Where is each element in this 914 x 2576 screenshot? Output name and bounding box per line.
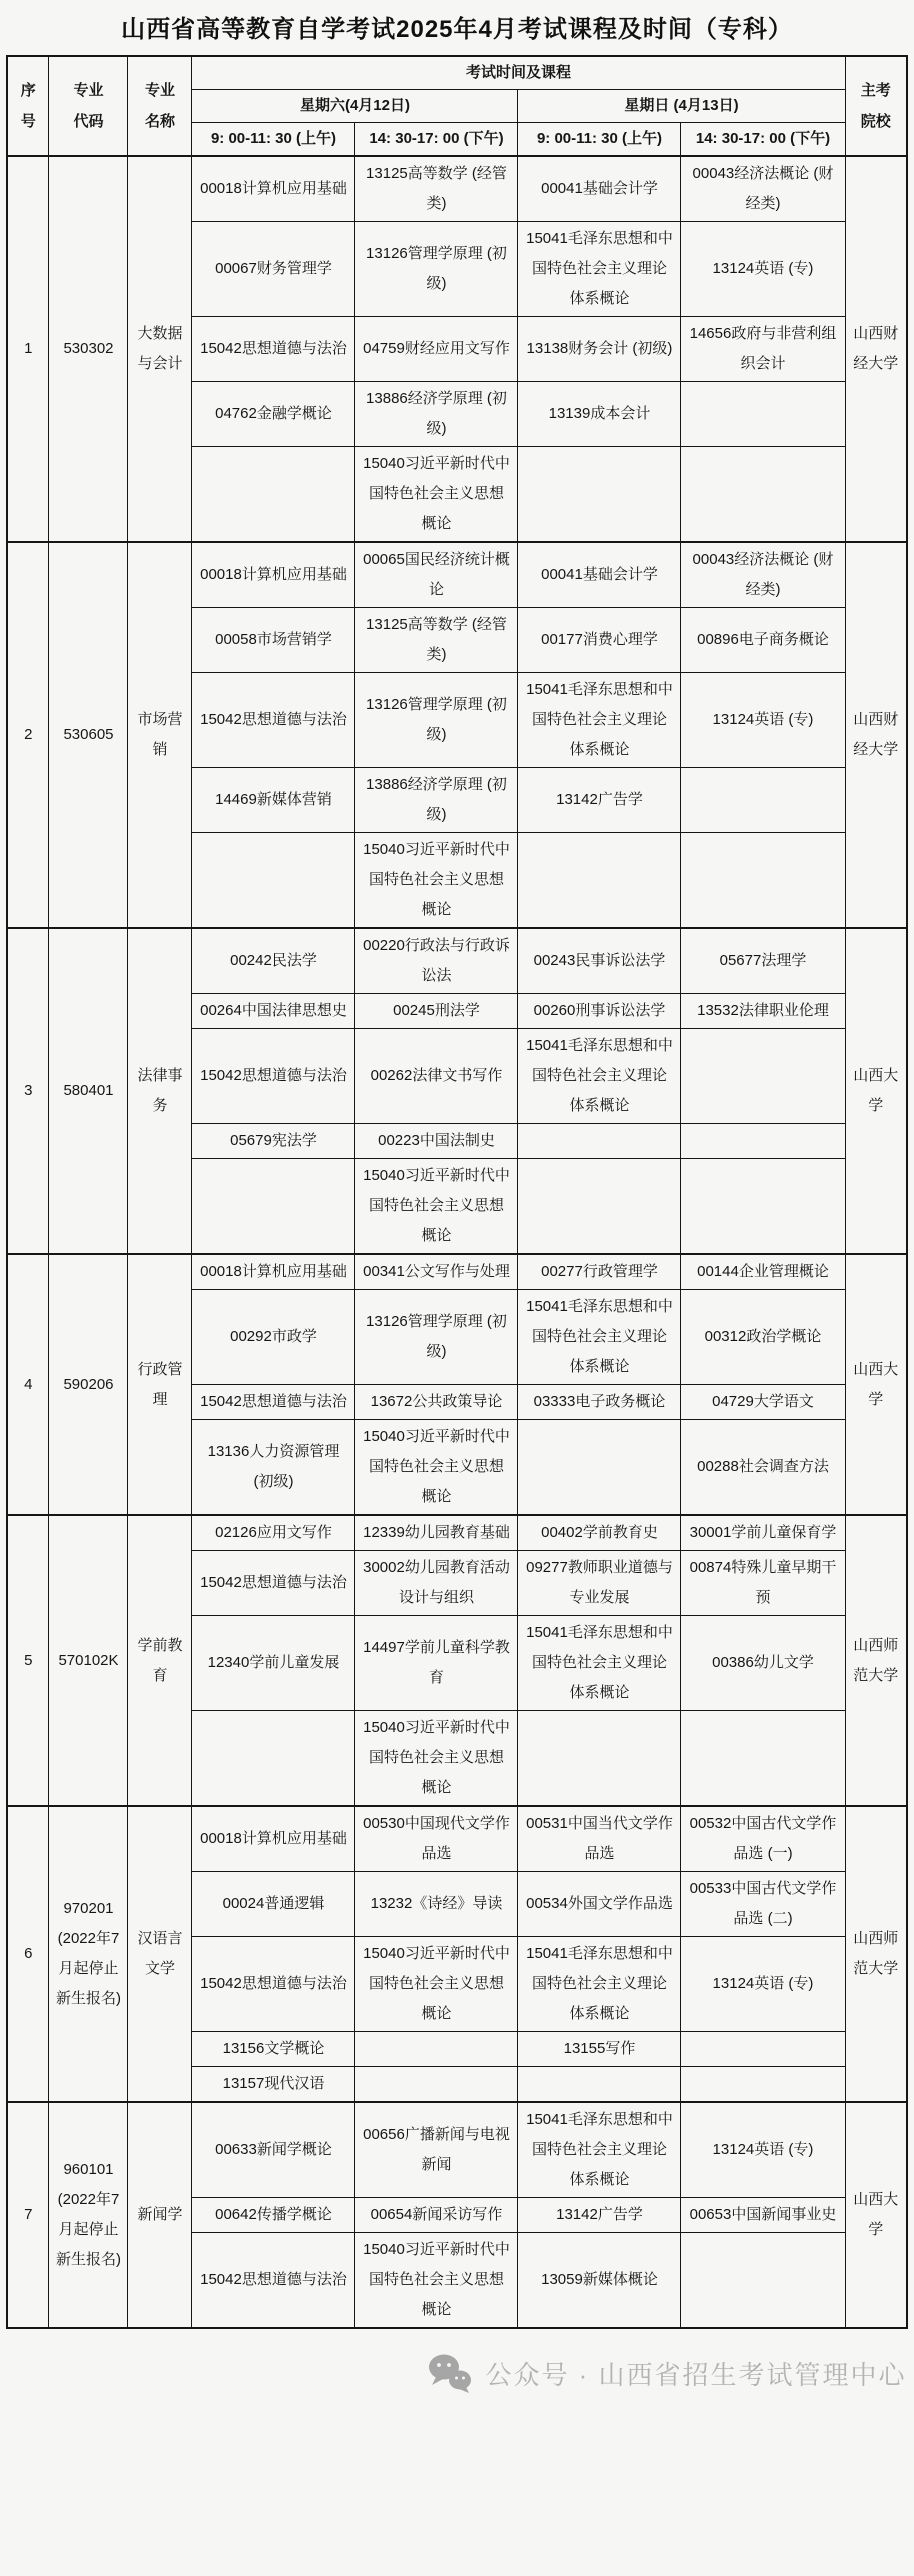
course-cell: 15040习近平新时代中国特色社会主义思想概论 bbox=[355, 833, 518, 929]
course-cell: 00242民法学 bbox=[192, 928, 355, 994]
course-cell: 15042思想道德与法治 bbox=[192, 317, 355, 382]
header-major-code bbox=[49, 56, 128, 156]
course-cell: 00018计算机应用基础 bbox=[192, 542, 355, 608]
course-cell bbox=[681, 1029, 845, 1124]
header-seq bbox=[7, 56, 49, 156]
course-cell bbox=[518, 1124, 681, 1159]
course-cell: 00288社会调查方法 bbox=[681, 1420, 845, 1516]
header-major-name bbox=[128, 56, 192, 156]
seq-cell: 7 bbox=[7, 2102, 49, 2328]
page-title: 山西省高等教育自学考试2025年4月考试课程及时间（专科） bbox=[121, 16, 793, 43]
major-name-cell: 汉语言文学 bbox=[128, 1806, 192, 2102]
course-cell: 00018计算机应用基础 bbox=[192, 1806, 355, 1872]
course-cell bbox=[518, 2067, 681, 2103]
course-cell: 00312政治学概论 bbox=[681, 1290, 845, 1385]
course-cell bbox=[681, 2032, 845, 2067]
course-cell: 00534外国文学作品选 bbox=[518, 1872, 681, 1937]
course-cell: 13138财务会计 (初级) bbox=[518, 317, 681, 382]
exam-schedule-table bbox=[6, 55, 908, 2329]
course-cell bbox=[681, 382, 845, 447]
header-major-code-label: 专业代码 bbox=[73, 81, 104, 130]
table-row bbox=[7, 1515, 907, 1551]
header-saturday: 星期六(4月12日) bbox=[192, 90, 518, 123]
course-cell: 00041基础会计学 bbox=[518, 542, 681, 608]
course-cell bbox=[192, 1159, 355, 1255]
course-cell: 12340学前儿童发展 bbox=[192, 1616, 355, 1711]
course-cell bbox=[681, 768, 845, 833]
course-cell bbox=[192, 1711, 355, 1807]
header-college-label: 主考院校 bbox=[860, 81, 891, 130]
course-cell: 00656广播新闻与电视新闻 bbox=[355, 2102, 518, 2198]
course-cell: 15040习近平新时代中国特色社会主义思想概论 bbox=[355, 1420, 518, 1516]
course-cell: 00043经济法概论 (财经类) bbox=[681, 156, 845, 222]
course-cell: 05679宪法学 bbox=[192, 1124, 355, 1159]
course-cell: 00874特殊儿童早期干预 bbox=[681, 1551, 845, 1616]
course-cell: 15042思想道德与法治 bbox=[192, 673, 355, 768]
footer-label: 公众号 · 山西省招生考试管理中心 bbox=[485, 2359, 907, 2390]
course-cell: 00533中国古代文学作品选 (二) bbox=[681, 1872, 845, 1937]
course-cell: 13142广告学 bbox=[518, 2198, 681, 2233]
course-cell: 15041毛泽东思想和中国特色社会主义理论体系概论 bbox=[518, 1616, 681, 1711]
course-cell: 03333电子政务概论 bbox=[518, 1385, 681, 1420]
course-cell: 00277行政管理学 bbox=[518, 1254, 681, 1290]
course-cell: 13124英语 (专) bbox=[681, 673, 845, 768]
course-cell: 02126应用文写作 bbox=[192, 1515, 355, 1551]
course-cell: 00177消费心理学 bbox=[518, 608, 681, 673]
course-cell: 14497学前儿童科学教育 bbox=[355, 1616, 518, 1711]
course-cell: 00633新闻学概论 bbox=[192, 2102, 355, 2198]
course-cell: 13125高等数学 (经管类) bbox=[355, 608, 518, 673]
major-code-cell: 580401 bbox=[49, 928, 128, 1254]
course-cell: 00043经济法概论 (财经类) bbox=[681, 542, 845, 608]
course-cell bbox=[681, 2233, 845, 2329]
major-name-cell: 法律事务 bbox=[128, 928, 192, 1254]
table-row bbox=[7, 928, 907, 994]
course-cell bbox=[518, 833, 681, 929]
course-cell: 00245刑法学 bbox=[355, 994, 518, 1029]
course-cell: 30001学前儿童保育学 bbox=[681, 1515, 845, 1551]
seq-cell: 1 bbox=[7, 156, 49, 542]
course-cell: 13059新媒体概论 bbox=[518, 2233, 681, 2329]
major-code-cell: 570102K bbox=[49, 1515, 128, 1806]
course-cell: 13124英语 (专) bbox=[681, 222, 845, 317]
table-row bbox=[7, 2102, 907, 2198]
course-cell bbox=[681, 1711, 845, 1807]
course-cell bbox=[518, 447, 681, 543]
major-name-cell: 大数据与会计 bbox=[128, 156, 192, 542]
course-cell: 13124英语 (专) bbox=[681, 2102, 845, 2198]
course-cell bbox=[518, 1159, 681, 1255]
header-sun-am: 9: 00-11: 30 (上午) bbox=[518, 123, 681, 157]
header-seq-label: 序号 bbox=[20, 81, 36, 130]
course-cell: 15041毛泽东思想和中国特色社会主义理论体系概论 bbox=[518, 1937, 681, 2032]
course-cell: 00065国民经济统计概论 bbox=[355, 542, 518, 608]
table-header bbox=[7, 56, 907, 156]
course-cell bbox=[681, 447, 845, 543]
header-exam-schedule: 考试时间及课程 bbox=[192, 56, 845, 90]
course-cell: 15040习近平新时代中国特色社会主义思想概论 bbox=[355, 1159, 518, 1255]
course-cell: 00896电子商务概论 bbox=[681, 608, 845, 673]
course-cell: 00223中国法制史 bbox=[355, 1124, 518, 1159]
course-cell: 04729大学语文 bbox=[681, 1385, 845, 1420]
course-cell: 09277教师职业道德与专业发展 bbox=[518, 1551, 681, 1616]
course-cell: 13157现代汉语 bbox=[192, 2067, 355, 2103]
course-cell: 00262法律文书写作 bbox=[355, 1029, 518, 1124]
course-cell: 00341公文写作与处理 bbox=[355, 1254, 518, 1290]
header-sat-am: 9: 00-11: 30 (上午) bbox=[192, 123, 355, 157]
course-cell: 13139成本会计 bbox=[518, 382, 681, 447]
major-code-cell: 960101 (2022年7月起停止新生报名) bbox=[49, 2102, 128, 2328]
college-cell: 山西财经大学 bbox=[845, 156, 907, 542]
course-cell: 00260刑事诉讼法学 bbox=[518, 994, 681, 1029]
college-cell: 山西财经大学 bbox=[845, 542, 907, 928]
course-cell: 00018计算机应用基础 bbox=[192, 1254, 355, 1290]
course-cell: 13126管理学原理 (初级) bbox=[355, 673, 518, 768]
table-row bbox=[7, 1806, 907, 1872]
major-name-cell: 学前教育 bbox=[128, 1515, 192, 1806]
major-code-cell: 530605 bbox=[49, 542, 128, 928]
course-cell bbox=[681, 1124, 845, 1159]
course-cell: 13672公共政策导论 bbox=[355, 1385, 518, 1420]
course-cell: 00530中国现代文学作品选 bbox=[355, 1806, 518, 1872]
college-cell: 山西大学 bbox=[845, 928, 907, 1254]
seq-cell: 3 bbox=[7, 928, 49, 1254]
course-cell: 00264中国法律思想史 bbox=[192, 994, 355, 1029]
course-cell: 13125高等数学 (经管类) bbox=[355, 156, 518, 222]
course-cell: 15042思想道德与法治 bbox=[192, 1029, 355, 1124]
college-cell: 山西大学 bbox=[845, 1254, 907, 1515]
course-cell: 15041毛泽东思想和中国特色社会主义理论体系概论 bbox=[518, 673, 681, 768]
seq-cell: 4 bbox=[7, 1254, 49, 1515]
seq-cell: 2 bbox=[7, 542, 49, 928]
course-cell: 15042思想道德与法治 bbox=[192, 1551, 355, 1616]
course-cell: 13136人力资源管理 (初级) bbox=[192, 1420, 355, 1516]
major-code-cell: 970201 (2022年7月起停止新生报名) bbox=[49, 1806, 128, 2102]
course-cell: 13886经济学原理 (初级) bbox=[355, 768, 518, 833]
header-college bbox=[845, 56, 907, 156]
header-sun-pm: 14: 30-17: 00 (下午) bbox=[681, 123, 845, 157]
course-cell: 00402学前教育史 bbox=[518, 1515, 681, 1551]
seq-cell: 6 bbox=[7, 1806, 49, 2102]
course-cell: 15041毛泽东思想和中国特色社会主义理论体系概论 bbox=[518, 222, 681, 317]
course-cell: 04762金融学概论 bbox=[192, 382, 355, 447]
course-cell: 13232《诗经》导读 bbox=[355, 1872, 518, 1937]
course-cell: 15042思想道德与法治 bbox=[192, 1937, 355, 2032]
course-cell: 00144企业管理概论 bbox=[681, 1254, 845, 1290]
course-cell: 00531中国当代文学作品选 bbox=[518, 1806, 681, 1872]
course-cell: 15040习近平新时代中国特色社会主义思想概论 bbox=[355, 2233, 518, 2329]
course-cell: 13126管理学原理 (初级) bbox=[355, 1290, 518, 1385]
schedule-table-body bbox=[7, 156, 907, 2328]
course-cell: 13155写作 bbox=[518, 2032, 681, 2067]
course-cell: 00532中国古代文学作品选 (一) bbox=[681, 1806, 845, 1872]
wechat-icon bbox=[427, 2352, 473, 2394]
course-cell bbox=[355, 2067, 518, 2103]
course-cell: 15042思想道德与法治 bbox=[192, 2233, 355, 2329]
major-name-cell: 新闻学 bbox=[128, 2102, 192, 2328]
major-name-cell: 行政管理 bbox=[128, 1254, 192, 1515]
course-cell bbox=[681, 2067, 845, 2103]
course-cell: 14656政府与非营利组织会计 bbox=[681, 317, 845, 382]
course-cell: 00058市场营销学 bbox=[192, 608, 355, 673]
course-cell: 00642传播学概论 bbox=[192, 2198, 355, 2233]
course-cell: 13126管理学原理 (初级) bbox=[355, 222, 518, 317]
major-code-cell: 530302 bbox=[49, 156, 128, 542]
table-row bbox=[7, 1254, 907, 1290]
footer bbox=[0, 2347, 914, 2399]
course-cell bbox=[518, 1711, 681, 1807]
course-cell: 13124英语 (专) bbox=[681, 1937, 845, 2032]
course-cell: 15040习近平新时代中国特色社会主义思想概论 bbox=[355, 1937, 518, 2032]
course-cell: 14469新媒体营销 bbox=[192, 768, 355, 833]
course-cell: 13142广告学 bbox=[518, 768, 681, 833]
course-cell: 00243民事诉讼法学 bbox=[518, 928, 681, 994]
course-cell: 00041基础会计学 bbox=[518, 156, 681, 222]
header-sat-pm: 14: 30-17: 00 (下午) bbox=[355, 123, 518, 157]
course-cell: 15042思想道德与法治 bbox=[192, 1385, 355, 1420]
major-name-cell: 市场营销 bbox=[128, 542, 192, 928]
major-code-cell: 590206 bbox=[49, 1254, 128, 1515]
course-cell: 00653中国新闻事业史 bbox=[681, 2198, 845, 2233]
course-cell: 15041毛泽东思想和中国特色社会主义理论体系概论 bbox=[518, 1290, 681, 1385]
course-cell: 00654新闻采访写作 bbox=[355, 2198, 518, 2233]
course-cell: 15040习近平新时代中国特色社会主义思想概论 bbox=[355, 1711, 518, 1807]
course-cell bbox=[681, 1159, 845, 1255]
seq-cell: 5 bbox=[7, 1515, 49, 1806]
course-cell: 00024普通逻辑 bbox=[192, 1872, 355, 1937]
course-cell: 05677法理学 bbox=[681, 928, 845, 994]
course-cell: 04759财经应用文写作 bbox=[355, 317, 518, 382]
table-row bbox=[7, 542, 907, 608]
header-row-1 bbox=[7, 56, 907, 90]
header-sunday: 星期日 (4月13日) bbox=[518, 90, 845, 123]
course-cell bbox=[192, 447, 355, 543]
college-cell: 山西大学 bbox=[845, 2102, 907, 2328]
course-cell: 13156文学概论 bbox=[192, 2032, 355, 2067]
course-cell: 15041毛泽东思想和中国特色社会主义理论体系概论 bbox=[518, 1029, 681, 1124]
college-cell: 山西师范大学 bbox=[845, 1515, 907, 1806]
course-cell: 00067财务管理学 bbox=[192, 222, 355, 317]
course-cell: 00018计算机应用基础 bbox=[192, 156, 355, 222]
course-cell bbox=[355, 2032, 518, 2067]
college-cell: 山西师范大学 bbox=[845, 1806, 907, 2102]
course-cell: 15040习近平新时代中国特色社会主义思想概论 bbox=[355, 447, 518, 543]
header-major-name-label: 专业名称 bbox=[144, 81, 175, 130]
course-cell: 15041毛泽东思想和中国特色社会主义理论体系概论 bbox=[518, 2102, 681, 2198]
course-cell: 00292市政学 bbox=[192, 1290, 355, 1385]
course-cell: 12339幼儿园教育基础 bbox=[355, 1515, 518, 1551]
course-cell bbox=[192, 833, 355, 929]
course-cell: 00220行政法与行政诉讼法 bbox=[355, 928, 518, 994]
course-cell: 13886经济学原理 (初级) bbox=[355, 382, 518, 447]
table-row bbox=[7, 156, 907, 222]
course-cell: 30002幼儿园教育活动设计与组织 bbox=[355, 1551, 518, 1616]
course-cell bbox=[518, 1420, 681, 1516]
course-cell: 13532法律职业伦理 bbox=[681, 994, 845, 1029]
course-cell bbox=[681, 833, 845, 929]
course-cell: 00386幼儿文学 bbox=[681, 1616, 845, 1711]
